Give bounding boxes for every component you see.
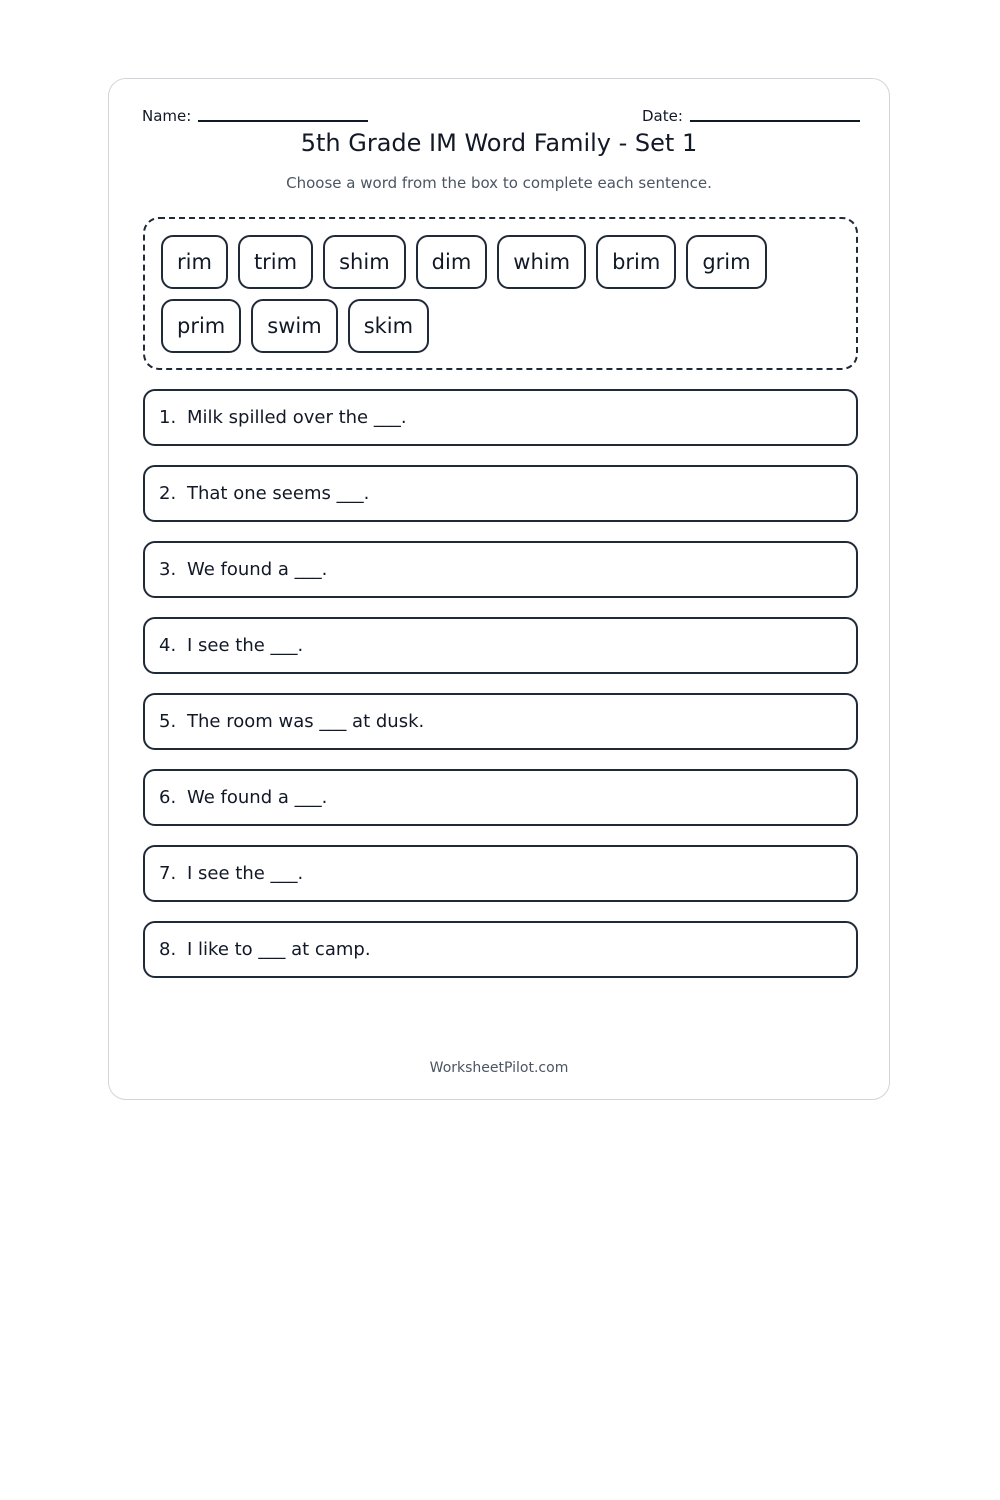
question-text: I like to ___ at camp. [187,939,371,960]
word-chip: prim [161,299,241,353]
worksheet-page [108,78,890,1100]
word-chip: whim [497,235,586,289]
question-text: Milk spilled over the ___. [187,407,407,428]
date-blank-line[interactable] [690,120,860,122]
question-number: 2. [159,483,177,504]
question-text: I see the ___. [187,635,304,656]
word-bank-box [143,217,858,370]
question-text: We found a ___. [187,559,328,580]
word-chip: swim [251,299,337,353]
question-text: We found a ___. [187,787,328,808]
name-label: Name: [142,107,192,125]
word-chip: dim [416,235,488,289]
instructions-text: Choose a word from the box to complete each sentence. [286,174,712,192]
date-label: Date: [642,107,683,125]
word-chip: skim [348,299,429,353]
question-number: 3. [159,559,177,580]
word-chip: shim [323,235,406,289]
question-row [143,465,858,522]
question-row [143,693,858,750]
question-list [143,389,858,997]
question-row [143,389,858,446]
name-field [142,107,368,125]
page-title: 5th Grade IM Word Family - Set 1 [300,129,698,157]
question-text: That one seems ___. [187,483,370,504]
question-number: 6. [159,787,177,808]
question-row [143,617,858,674]
word-chip: trim [238,235,313,289]
question-text: The room was ___ at dusk. [187,711,425,732]
name-blank-line[interactable] [198,120,368,122]
question-row [143,921,858,978]
date-field [642,107,860,125]
word-chip: rim [161,235,228,289]
question-text: I see the ___. [187,863,304,884]
word-chip: brim [596,235,676,289]
site-footer: WorksheetPilot.com [429,1060,569,1076]
question-row [143,769,858,826]
question-number: 8. [159,939,177,960]
word-chip: grim [686,235,766,289]
question-number: 5. [159,711,177,732]
question-number: 1. [159,407,177,428]
question-number: 4. [159,635,177,656]
question-row [143,845,858,902]
question-row [143,541,858,598]
question-number: 7. [159,863,177,884]
